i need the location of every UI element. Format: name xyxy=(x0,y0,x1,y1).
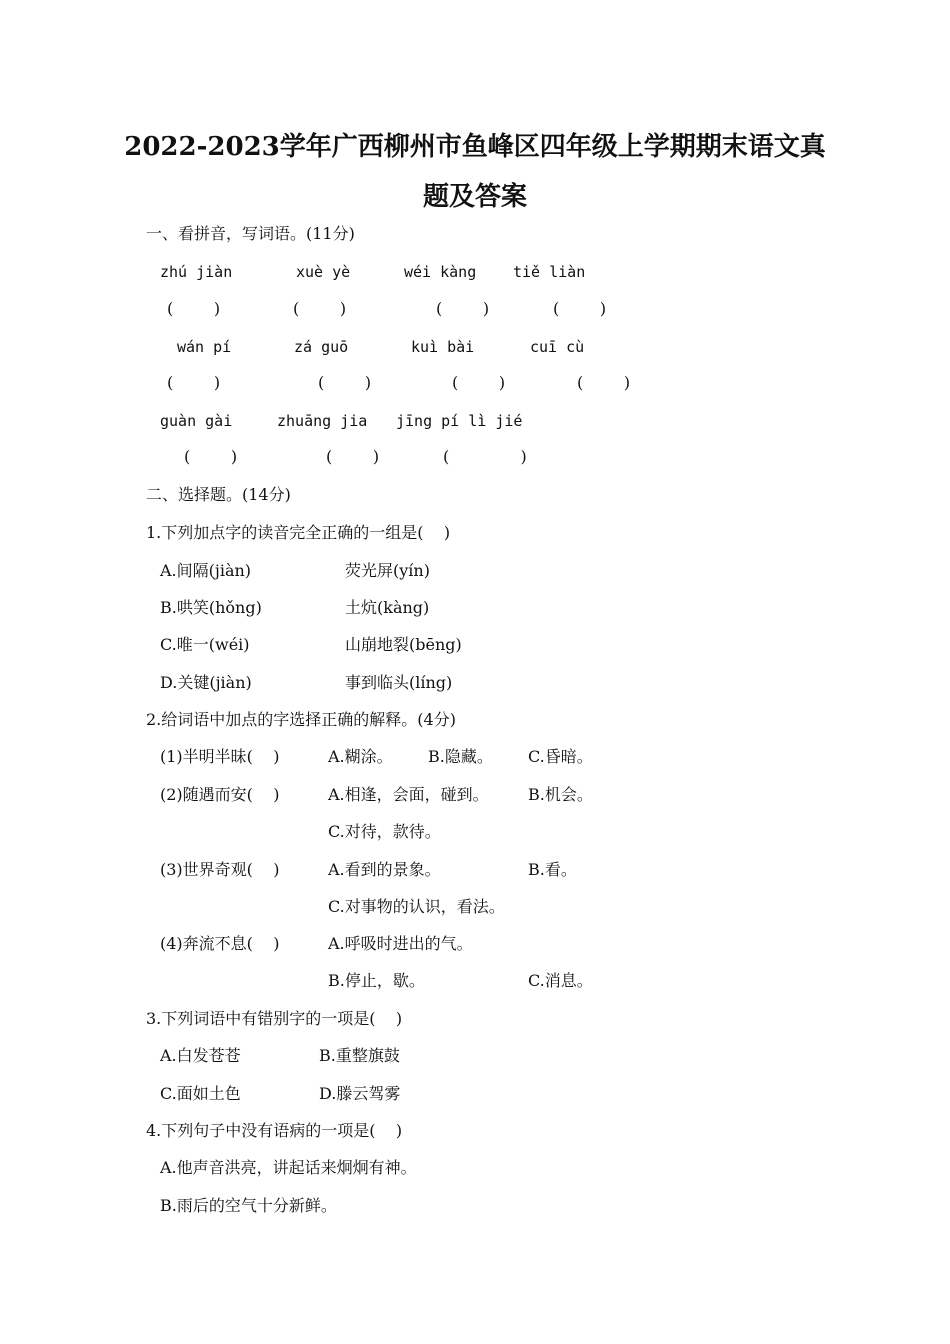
q1-option: C.唯一(wéi) xyxy=(160,635,250,654)
pinyin-item: wéi kàng xyxy=(404,263,477,281)
q2-option-a: A.糊涂。 xyxy=(328,747,393,766)
q2-item-label: (3)世界奇观( ) xyxy=(160,860,280,879)
answer-blank[interactable]: ( ) xyxy=(452,373,506,392)
q3-option: B.重整旗鼓 xyxy=(319,1046,400,1065)
answer-blank[interactable]: ( ) xyxy=(184,447,238,466)
pinyin-item: tiě liàn xyxy=(513,263,586,281)
q2-item-label: (2)随遇而安( ) xyxy=(160,785,280,804)
pinyin-item: xuè yè xyxy=(296,263,351,281)
pinyin-item: jīng pí lì jié xyxy=(396,412,523,430)
answer-blank[interactable]: ( ) xyxy=(167,373,221,392)
q2-item-label: (1)半明半昧( ) xyxy=(160,747,280,766)
document-title-line2: 题及答案 xyxy=(422,182,527,212)
q2-option-b: B.看。 xyxy=(528,860,577,879)
q3-option: D.滕云驾雾 xyxy=(319,1084,401,1103)
pinyin-item: zhuāng jia xyxy=(277,412,368,430)
question-3-stem: 3.下列词语中有错别字的一项是( ) xyxy=(146,1009,403,1028)
q2-option-c: C.对事物的认识，看法。 xyxy=(328,897,505,916)
pinyin-item: zhú jiàn xyxy=(160,263,233,281)
pinyin-item: cuī cù xyxy=(530,338,585,356)
q2-option-a: A.呼吸时进出的气。 xyxy=(328,934,473,953)
q2-option-c: C.消息。 xyxy=(528,971,593,990)
answer-blank[interactable]: ( ) xyxy=(553,299,607,318)
section2-heading: 二、选择题。(14分) xyxy=(146,485,291,504)
q2-option-a: A.看到的景象。 xyxy=(328,860,441,879)
answer-blank[interactable]: ( ) xyxy=(318,373,372,392)
q3-option: A.白发苍苍 xyxy=(160,1046,241,1065)
answer-blank[interactable]: ( ) xyxy=(167,299,221,318)
q4-option: B.雨后的空气十分新鲜。 xyxy=(160,1196,337,1215)
answer-blank[interactable]: ( ) xyxy=(293,299,347,318)
q1-option-pair: 山崩地裂(bēng) xyxy=(345,635,462,654)
q2-option-b: B.机会。 xyxy=(528,785,593,804)
question-2-stem: 2.给词语中加点的字选择正确的解释。(4分) xyxy=(146,710,456,729)
pinyin-item: kuì bài xyxy=(411,338,475,356)
q4-option: A.他声音洪亮，讲起话来炯炯有神。 xyxy=(160,1158,417,1177)
q1-option-pair: 事到临头(líng) xyxy=(345,673,453,692)
section1-heading: 一、看拼音，写词语。(11分) xyxy=(146,224,355,243)
question-1-stem: 1.下列加点字的读音完全正确的一组是( ) xyxy=(146,523,451,542)
q2-option-b: B.停止，歇。 xyxy=(328,971,425,990)
answer-blank[interactable]: ( ) xyxy=(436,299,490,318)
question-4-stem: 4.下列句子中没有语病的一项是( ) xyxy=(146,1121,403,1140)
answer-blank[interactable]: ( ) xyxy=(326,447,380,466)
answer-blank-wide[interactable]: ( ) xyxy=(443,447,527,466)
q2-option-a: A.相逢，会面，碰到。 xyxy=(328,785,489,804)
q2-option-b: B.隐藏。 xyxy=(428,747,493,766)
answer-blank[interactable]: ( ) xyxy=(577,373,631,392)
q1-option: A.间隔(jiàn) xyxy=(160,561,252,580)
q1-option: B.哄笑(hǒng) xyxy=(160,598,262,617)
pinyin-item: wán pí xyxy=(177,338,232,356)
document-title-line1: 2022-2023学年广西柳州市鱼峰区四年级上学期期末语文真 xyxy=(124,132,826,162)
q2-option-c: C.对待，款待。 xyxy=(328,822,441,841)
q2-item-label: (4)奔流不息( ) xyxy=(160,934,280,953)
q1-option-pair: 土炕(kàng) xyxy=(345,598,430,617)
q2-option-c: C.昏暗。 xyxy=(528,747,593,766)
q3-option: C.面如土色 xyxy=(160,1084,241,1103)
pinyin-item: guàn gài xyxy=(160,412,233,430)
pinyin-item: zá guō xyxy=(294,338,349,356)
q1-option: D.关键(jiàn) xyxy=(160,673,252,692)
q1-option-pair: 荧光屏(yín) xyxy=(345,561,430,580)
